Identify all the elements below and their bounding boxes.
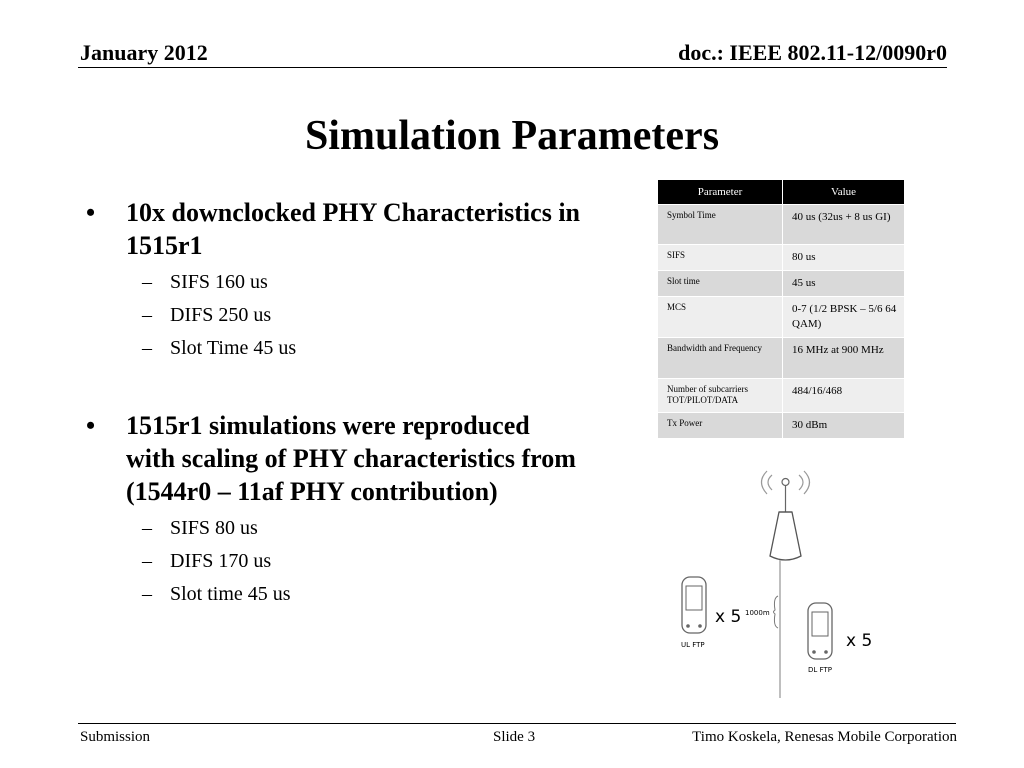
value-cell: 484/16/468 <box>783 379 905 413</box>
footer-author: Timo Koskela, Renesas Mobile Corporation <box>692 729 957 745</box>
parameter-cell: Bandwidth and Frequency <box>658 338 783 379</box>
table-row <box>658 379 905 413</box>
slide-title: Simulation Parameters <box>304 113 720 159</box>
parameter-cell: Symbol Time <box>658 205 783 245</box>
sub-bullet-text: DIFS 250 us <box>170 304 272 326</box>
value-cell: 40 us (32us + 8 us GI) <box>783 205 905 245</box>
sub-bullet-text: Slot time 45 us <box>170 583 291 605</box>
header-doc-id: doc.: IEEE 802.11-12/0090r0 <box>678 40 947 65</box>
handheld-device-icon <box>808 603 832 659</box>
parameter-cell: Tx Power <box>658 413 783 439</box>
value-cell: 0-7 (1/2 BPSK – 5/6 64 QAM) <box>783 297 905 338</box>
sub-bullet: – SIFS 80 us <box>142 517 258 539</box>
parameter-cell: SIFS <box>658 245 783 271</box>
bullet-1 <box>80 196 580 262</box>
bullet-dot: • <box>86 411 96 440</box>
bullet-2-text: 1515r1 simulations were reproduced with scaling of PHY characteristics from (1544r0 – 11af PHY contribution) <box>126 411 576 506</box>
table-row <box>658 413 905 439</box>
parameter-cell: Number of subcarriers TOT/PILOT/DATA <box>658 379 783 413</box>
distance-brace <box>774 596 779 628</box>
value-cell: 16 MHz at 900 MHz <box>783 338 905 379</box>
parameters-table <box>657 179 905 439</box>
sub-bullet: – DIFS 170 us <box>142 550 272 572</box>
table-row <box>658 297 905 338</box>
value-cell: 45 us <box>783 271 905 297</box>
ul-label: UL FTP <box>681 641 705 649</box>
table-row <box>658 205 905 245</box>
value-cell: 80 us <box>783 245 905 271</box>
ul-multiplier: x 5 <box>715 607 742 627</box>
bullet-2-sublist <box>80 512 580 611</box>
footer-submission: Submission <box>80 729 151 745</box>
table-row <box>658 338 905 379</box>
sub-bullet: – Slot Time 45 us <box>142 337 297 359</box>
header-date: January 2012 <box>80 40 208 65</box>
sub-bullet: – DIFS 250 us <box>142 304 272 326</box>
network-topology-diagram <box>660 460 920 700</box>
table-header-row <box>658 180 905 205</box>
table-row <box>658 245 905 271</box>
table-header-value: Value <box>783 180 905 205</box>
table-header-parameter: Parameter <box>658 180 783 205</box>
table-row <box>658 271 905 297</box>
handheld-device-icon <box>682 577 706 633</box>
sub-bullet: – SIFS 160 us <box>142 271 268 293</box>
bullet-1-text: 10x downclocked PHY Characteristics in 1515r1 <box>126 198 580 260</box>
footer-slide-number: Slide 3 <box>493 729 536 745</box>
sub-bullet-text: DIFS 170 us <box>170 550 272 572</box>
bullet-list <box>80 196 580 611</box>
sub-bullet-text: SIFS 80 us <box>170 517 258 539</box>
sub-bullet: – Slot time 45 us <box>142 583 291 605</box>
footer-rule <box>78 723 956 724</box>
distance-label: 1000m <box>745 609 770 617</box>
parameter-cell: MCS <box>658 297 783 338</box>
sub-bullet-text: SIFS 160 us <box>170 271 268 293</box>
header-rule <box>78 67 947 68</box>
parameter-cell: Slot time <box>658 271 783 297</box>
value-cell: 30 dBm <box>783 413 905 439</box>
dl-label: DL FTP <box>808 666 832 674</box>
sub-bullet-text: Slot Time 45 us <box>170 337 297 359</box>
bullet-2 <box>80 409 580 508</box>
bullet-1-sublist <box>80 266 580 365</box>
antenna-tower-icon <box>762 471 810 560</box>
dl-multiplier: x 5 <box>846 631 873 651</box>
bullet-dot: • <box>86 198 96 227</box>
